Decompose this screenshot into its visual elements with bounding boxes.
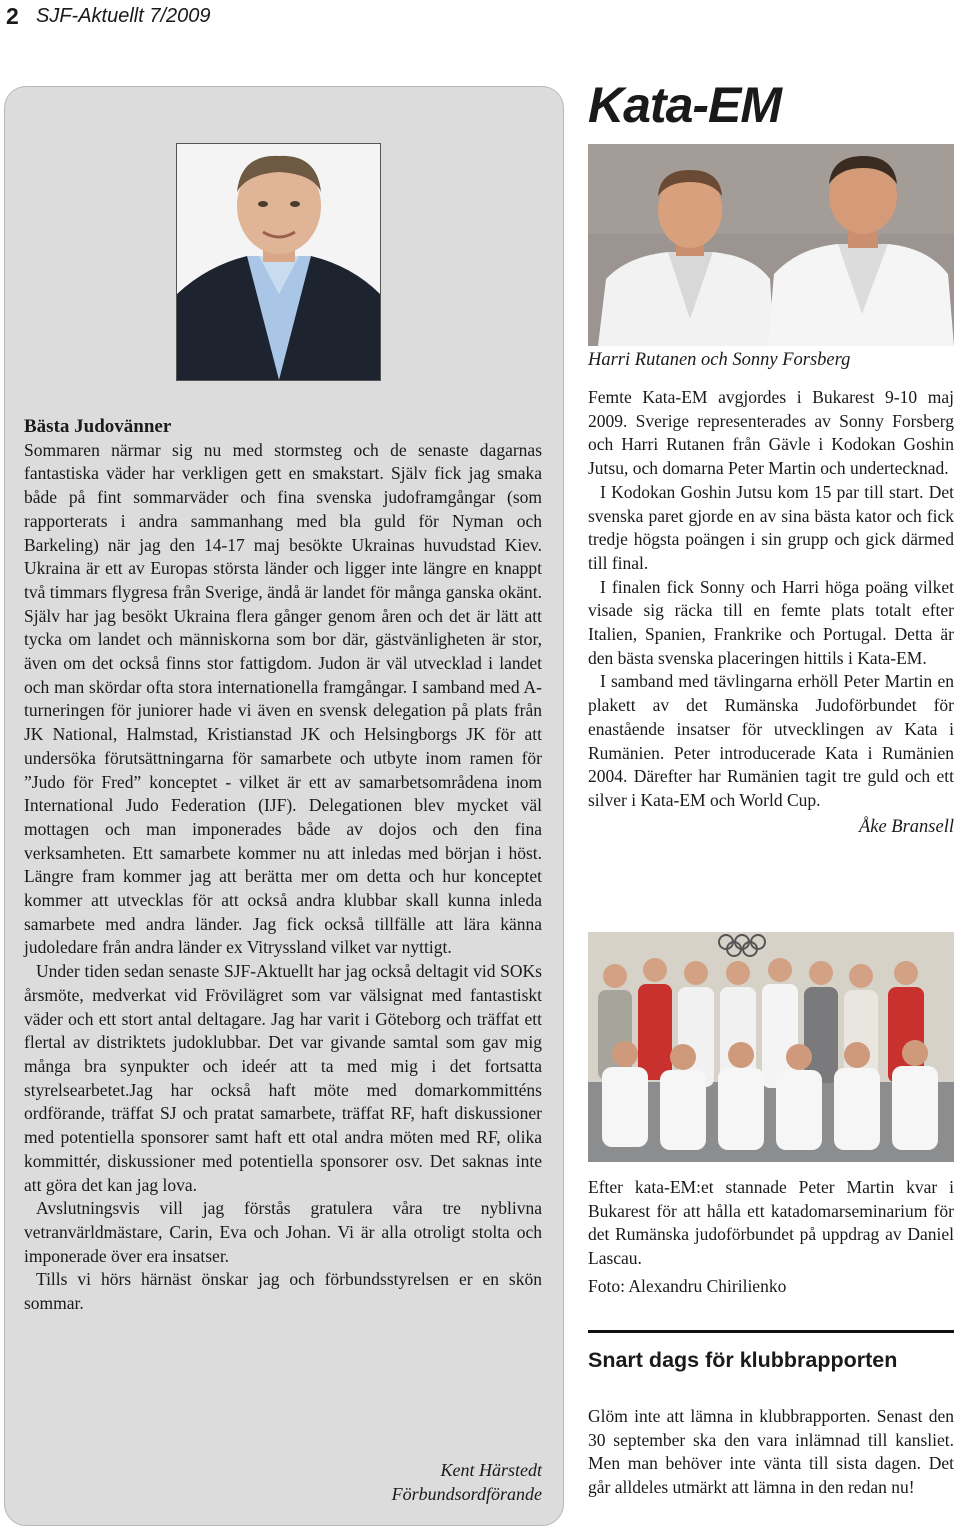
portrait-photo	[176, 143, 381, 381]
section-divider	[588, 1330, 954, 1333]
article-paragraph: Femte Kata-EM avgjordes i Bukarest 9-10 maj 2009. Sverige representerades av Sonny Forsberg och Harri Rutanen från Gävle i Kodokan Goshin Jutsu, och domarna Peter Martin och undertecknad.	[588, 387, 954, 479]
letter-paragraph: Sommaren närmar sig nu med stormsteg och de senaste dagarnas fantastiska väder har verkligen gett en smakstart. Själv fick jag smaka både på fint sommarväder och fina svenska judoframgångar (som rapporterats i andra sammanhang med bla guld för Nyman och Barkeling) när jag den 14-17 maj besökte Ukrainas huvudstad Kiev. Ukraina är ett av Europas största länder och ligger inte längre en knappt två timmars flygresa från Sverige, ändå är landet för många ganska okänt. Själv har jag besökt Ukraina flera gånger genom åren och det är lätt att tycka om landet och människorna som bor där, gästvänligheten är stor, även om det också finns stor fattigdom. Judon är väl utvecklad i landet och man skördar ofta stora internationella framgångar. I samband med A-turneringen för juniorer hade vi även en svensk delegation på plats från JK National, Halmstad, Kristianstad JK och Helsingborgs JK för att undersöka förutsättningarna för samarbete och utbyte inom ramen för ”Judo för Fred” konceptet - vilket är ett av samarbetsområdena inom International Judo Federation (IJF). Delegationen blev mycket väl mottagen och man imponerades både av dojos och den fina verksamheten. Ett samarbete kommer nu att inledas med början i höst. Längre fram kommer jag att berätta mer om detta och hur konceptet kommer att utvecklas för att också andra klubbar skall kunna inleda samarbete med andra länder. Jag fick också tillfälle att lära känna judoledare från andra länder ex Vitryssland vilket var nyttigt.	[24, 439, 542, 958]
kata-duo-photo	[588, 144, 954, 346]
issue-label: SJF-Aktuellt 7/2009	[36, 5, 211, 27]
group-caption-text: Efter kata-EM:et stannade Peter Martin kvar i Bukarest för att hålla ett katadomarseminarium för det Rumänska judoförbundet på uppdrag av Daniel Lascau.	[588, 1177, 954, 1269]
duo-photo-image	[588, 144, 954, 346]
letter-heading: Bästa Judovänner	[24, 416, 172, 437]
signature-name: Kent Härstedt	[440, 1460, 542, 1480]
signature-title: Förbundsordförande	[391, 1484, 542, 1504]
article-paragraph: I finalen fick Sonny och Harri höga poäng vilket visade sig räcka till en femte plats totalt efter Italien, Spanien, Frankrike och Portugal. Detta är den bästa svenska placeringen hittils i Kata-EM.	[588, 576, 954, 668]
klubb-paragraph: Glöm inte att lämna in klubbrapporten. Senast den 30 september ska den vara inlämnad till kansliet. Men man behöver inte vänta till sista dagen. Det går alldeles utmärkt att lämna in den redan nu!	[588, 1406, 954, 1498]
portrait-image	[177, 144, 380, 380]
klubb-heading: Snart dags för klubbrapporten	[588, 1348, 898, 1372]
letter-paragraph: Under tiden sedan senaste SJF-Aktuellt har jag också deltagit vid SOKs årsmöte, medverkat vid Frövilägret som var välsignat med fantastiskt väder och ett stort antal deltagare. Jag har varit i Göteborg och träffat ett flertal av distriktets judoklubbar. Det var givande samtal som gav mig många bra synpukter och ideér att ta med mig i det fortsatta styrelsearbetet.Jag har också haft möte med domarkommitténs ordförande, träffat SJ och pratat samarbete, träffat RF, haft diskussioner med potentiella sponsorer samt haft ett otal andra möten med RF, olika kommittér, diskussioner med potentiella sponsorer osv. Det saknas inte att göra det kan jag lova.	[24, 961, 542, 1195]
group-photo-caption	[588, 1176, 954, 1299]
article-paragraph: I samband med tävlingarna erhöll Peter Martin en plakett av det Rumänska Judoförbundet för enastående insatser för utvecklingen av Kata i Rumänien. Peter introducerade Kata i Rumänien 2004. Därefter har Rumänien tagit tre guld och ett silver i Kata-EM och World Cup.	[588, 671, 954, 810]
page-number: 2	[6, 3, 19, 29]
article-paragraph: I Kodokan Goshin Jutsu kom 15 par till start. Det svenska paret gjorde en av sina bästa kator och fick tredje högsta poängen i sin grupp och gick därmed till final.	[588, 481, 954, 573]
klubb-body	[588, 1405, 954, 1500]
photo-credit: Foto: Alexandru Chirilienko	[588, 1275, 787, 1296]
letter-body	[24, 415, 542, 1316]
group-photo-image	[588, 932, 954, 1162]
article-body	[588, 386, 954, 839]
letter-signature	[300, 1458, 542, 1506]
article-title: Kata-EM	[588, 77, 782, 133]
group-photo	[588, 932, 954, 1162]
page-header	[0, 0, 960, 34]
letter-paragraph: Tills vi hörs härnäst önskar jag och förbundsstyrelsen er en skön sommar.	[24, 1269, 542, 1314]
duo-photo-caption: Harri Rutanen och Sonny Forsberg	[588, 350, 851, 370]
article-author: Åke Bransell	[858, 816, 954, 837]
letter-paragraph: Avslutningsvis vill jag förstås gratulera våra tre nyblivna vetranvärldmästare, Carin, Eva och Johan. Vi är alla otroligt stolta och imponerade över era insatser.	[24, 1198, 542, 1266]
